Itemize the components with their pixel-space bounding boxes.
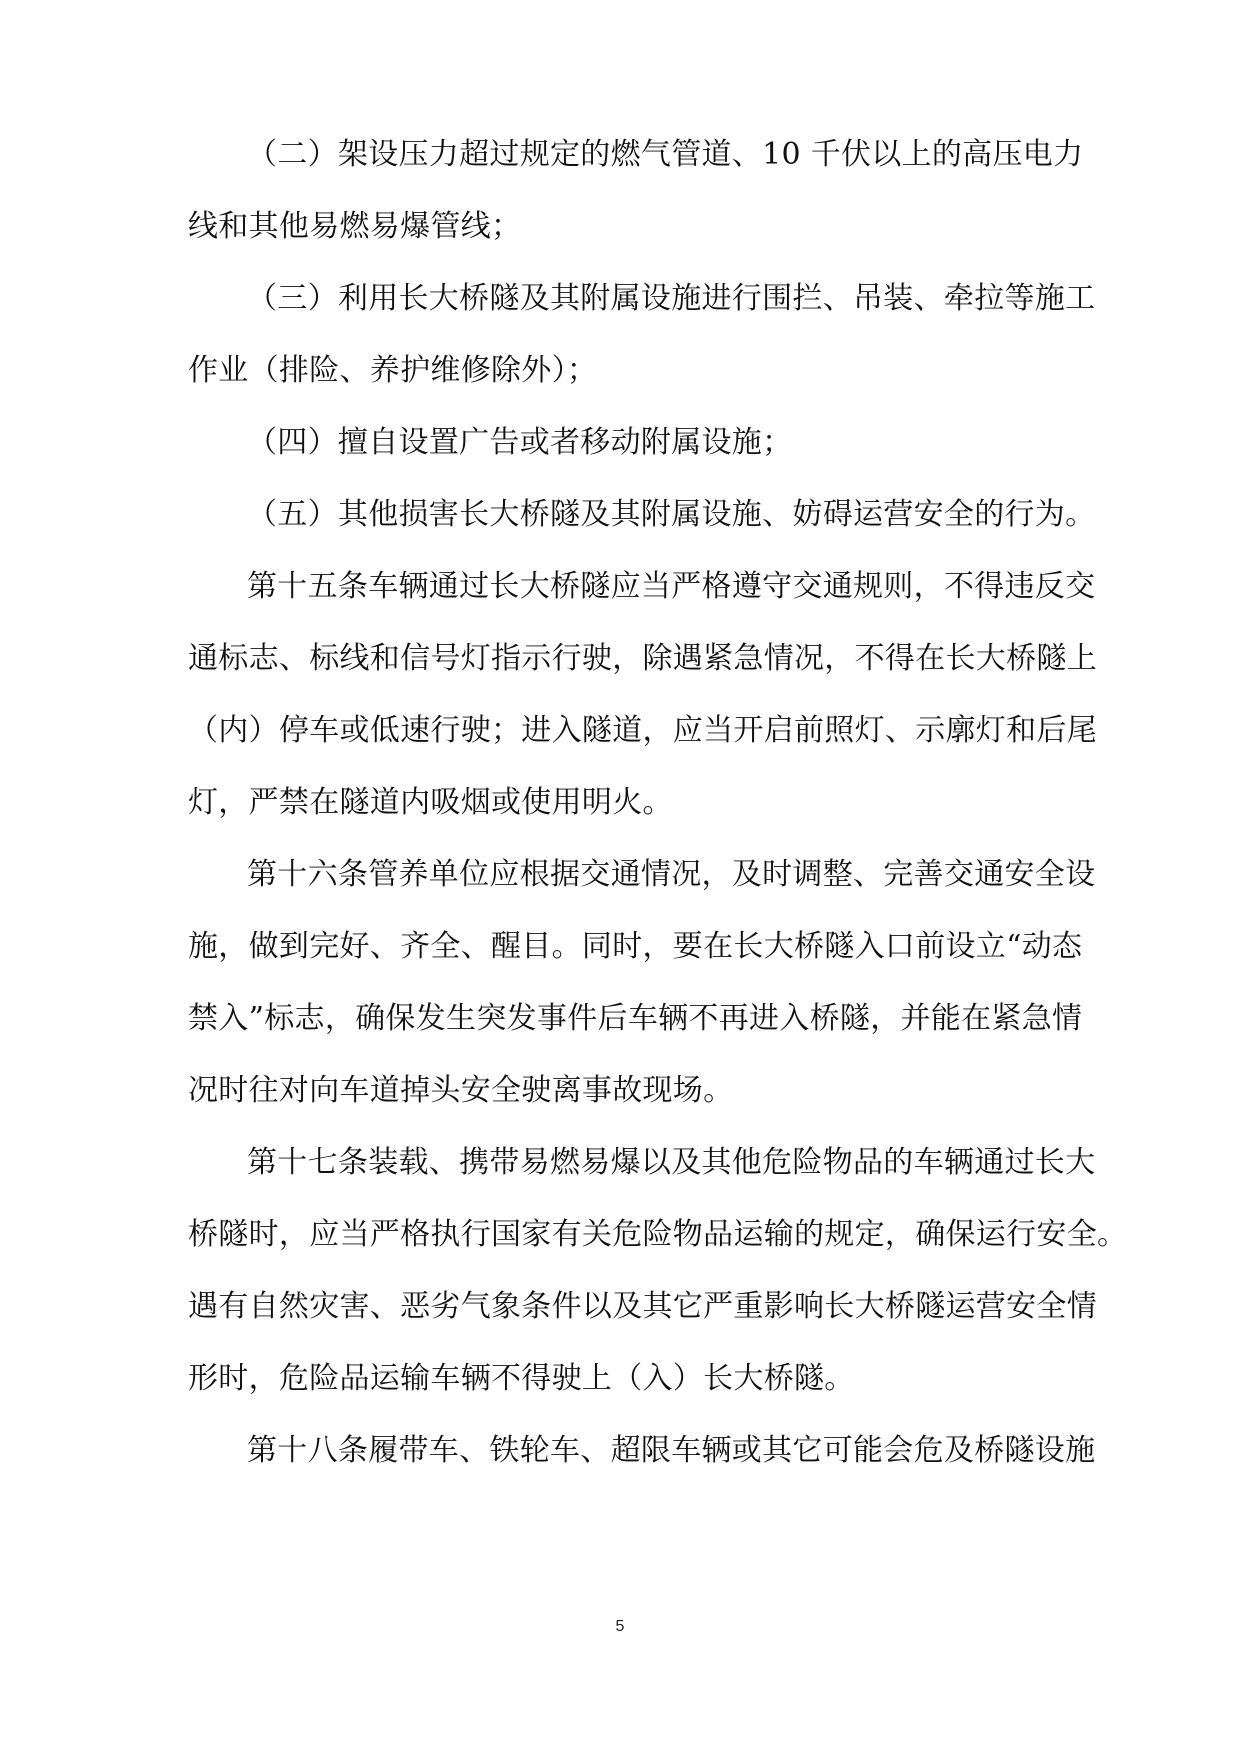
- text-line-article-18-1: 第十八条履带车、铁轮车、超限车辆或其它可能会危及桥隧设施: [247, 1433, 1096, 1468]
- page-number: 5: [615, 1618, 625, 1635]
- text-line-article-15-1: 第十五条车辆通过长大桥隧应当严格遵守交通规则，不得违反交: [247, 569, 1096, 604]
- text-line-item-2-end: 线和其他易燃易爆管线；: [188, 209, 522, 244]
- text-line-item-5: （五）其他损害长大桥隧及其附属设施、妨碍运营安全的行为。: [247, 497, 1096, 532]
- text-line-article-15-2: 通标志、标线和信号灯指示行驶，除遇紧急情况，不得在长大桥隧上: [188, 641, 1097, 676]
- text-line-article-17-3: 遇有自然灾害、恶劣气象条件以及其它严重影响长大桥隧运营安全情: [188, 1289, 1097, 1324]
- text-line-article-17-2: 桥隧时，应当严格执行国家有关危险物品运输的规定，确保运行安全。: [188, 1217, 1128, 1252]
- text-line-item-4: （四）擅自设置广告或者移动附属设施；: [247, 425, 793, 460]
- text-line-article-17-4: 形时，危险品运输车辆不得驶上（入）长大桥隧。: [188, 1361, 855, 1396]
- text-line-article-16-3: 禁入”标志，确保发生突发事件后车辆不再进入桥隧，并能在紧急情: [188, 1001, 1083, 1036]
- text-line-article-15-3: （内）停车或低速行驶；进入隧道，应当开启前照灯、示廓灯和后尾: [188, 713, 1097, 748]
- text-line-article-17-1: 第十七条装载、携带易燃易爆以及其他危险物品的车辆通过长大: [247, 1145, 1096, 1180]
- text-line-article-15-4: 灯，严禁在隧道内吸烟或使用明火。: [188, 785, 673, 820]
- text-line-item-3-start: （三）利用长大桥隧及其附属设施进行围拦、吊装、牵拉等施工: [247, 281, 1096, 316]
- text-line-item-3-end: 作业（排险、养护维修除外）；: [188, 353, 598, 388]
- text-line-article-16-4: 况时往对向车道掉头安全驶离事故现场。: [188, 1073, 734, 1108]
- text-line-article-16-2: 施，做到完好、齐全、醒目。同时，要在长大桥隧入口前设立“动态: [188, 929, 1083, 964]
- text-line-article-16-1: 第十六条管养单位应根据交通情况，及时调整、完善交通安全设: [247, 857, 1096, 892]
- text-line-item-2-start: （二）架设压力超过规定的燃气管道、10 千伏以上的高压电力: [247, 137, 1084, 172]
